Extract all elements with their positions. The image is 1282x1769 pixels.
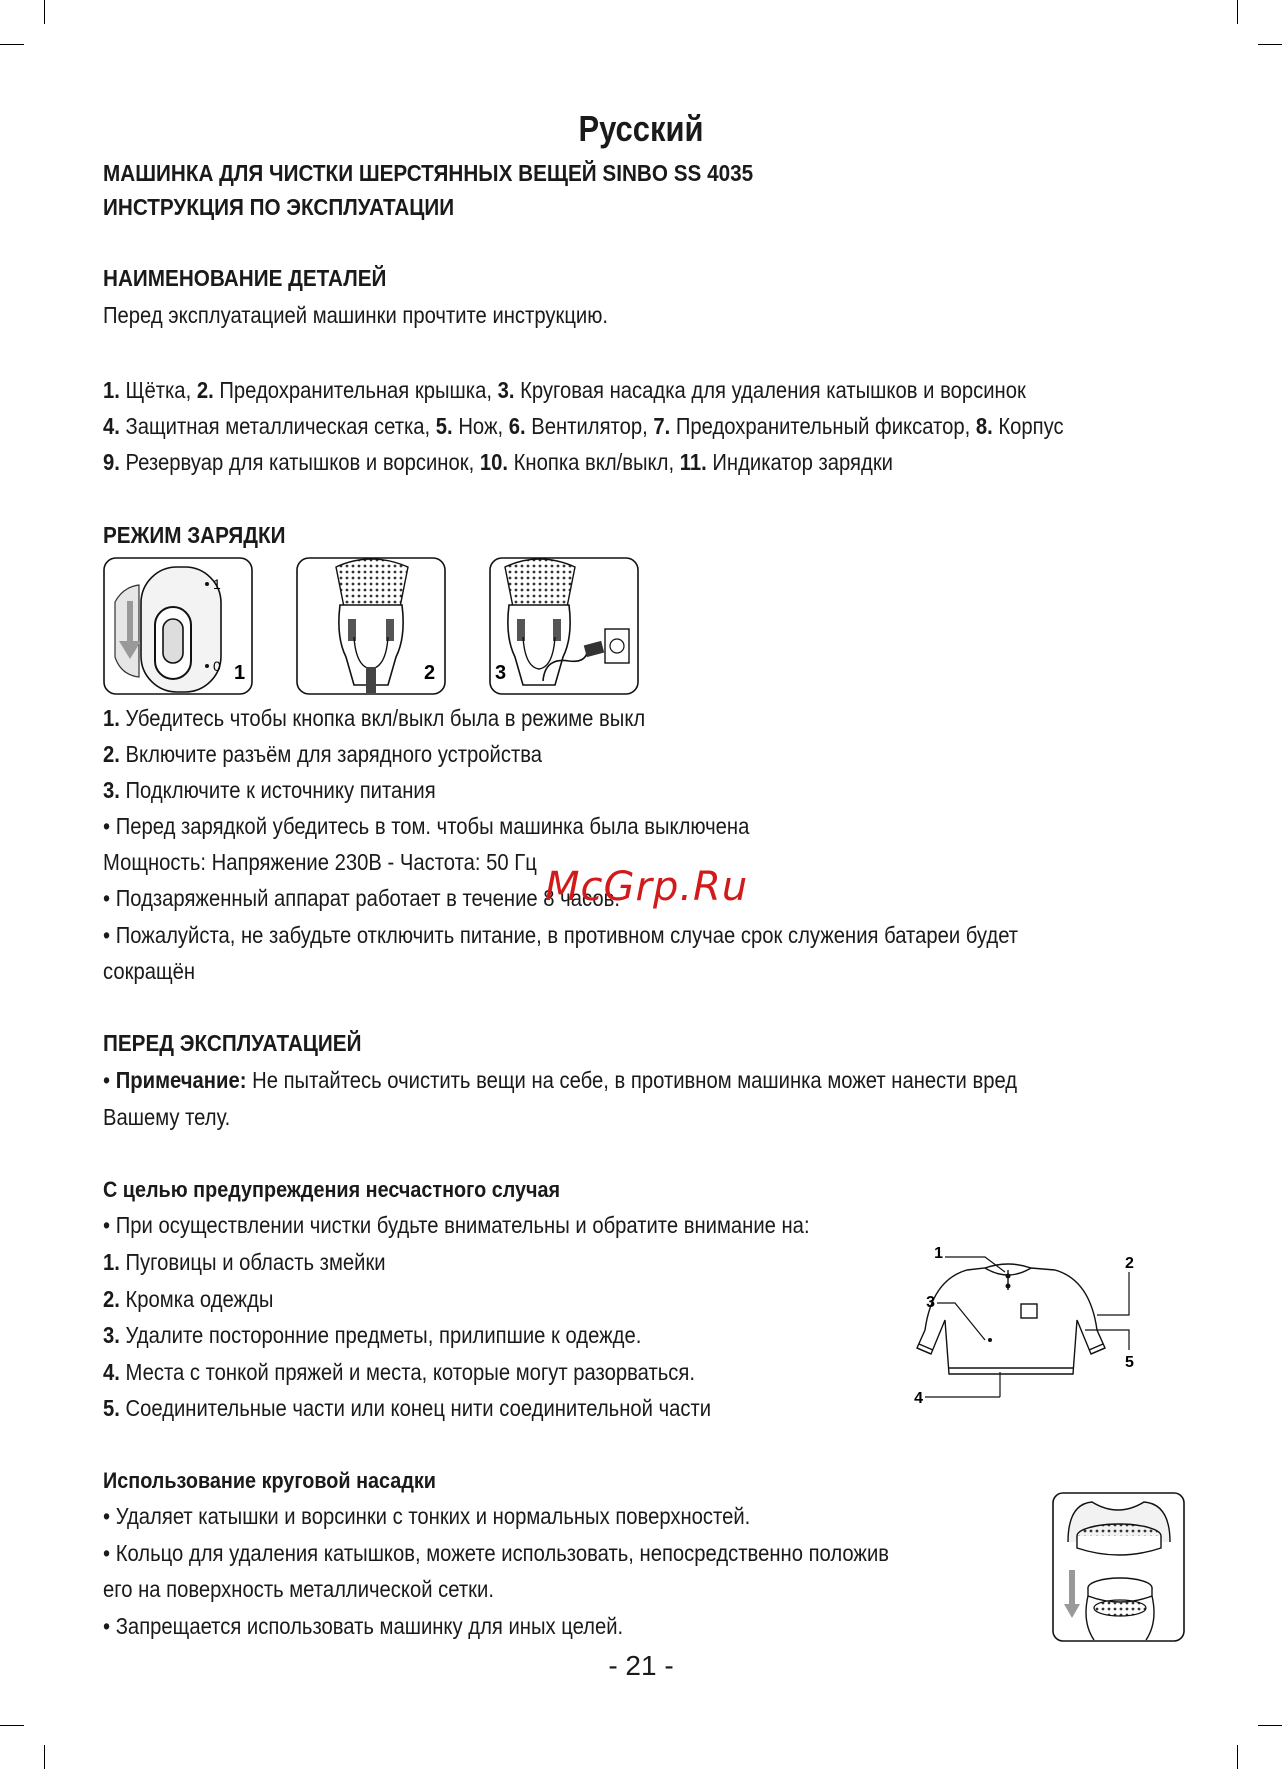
step-text: Подключите к источнику питания xyxy=(119,777,436,803)
part-number: 3. xyxy=(497,377,515,403)
parts-heading: НАИМЕНОВАНИЕ ДЕТАЛЕЙ xyxy=(103,265,387,291)
part-label: Корпус xyxy=(992,413,1064,439)
part-number: 2. xyxy=(196,377,214,403)
part-number: 7. xyxy=(653,413,671,439)
part-number: 10. xyxy=(479,449,509,475)
part-label: Предохранительный фиксатор, xyxy=(670,413,976,439)
before-use-note xyxy=(103,1067,1017,1094)
crop-mark xyxy=(0,1725,24,1726)
accident-item-1 xyxy=(103,1249,386,1276)
ring-line-3: его на поверхность металлической сетки. xyxy=(103,1576,494,1602)
crop-mark xyxy=(44,1745,45,1769)
part-label: Индикатор зарядки xyxy=(706,449,893,475)
crop-mark xyxy=(1258,1725,1282,1726)
part-number: 6. xyxy=(508,413,526,439)
page-number: - 21 - xyxy=(608,1650,674,1681)
item-number: 2. xyxy=(103,1286,120,1312)
crop-mark xyxy=(0,44,24,45)
accident-item-3 xyxy=(103,1322,641,1349)
plug-in-illustration xyxy=(489,557,639,695)
parts-line-2 xyxy=(103,413,1064,440)
crop-mark xyxy=(1237,0,1238,24)
part-number: 8. xyxy=(975,413,993,439)
item-number: 4. xyxy=(103,1359,120,1385)
charging-note-battery-cont: сокращён xyxy=(103,958,196,984)
step-number: 1. xyxy=(103,705,120,731)
sweater-diagram xyxy=(905,1240,1145,1410)
part-number: 11. xyxy=(679,449,707,475)
charging-note-battery: • Пожалуйста, не забудьте отключить питание, в противном случае срок служения батареи будет xyxy=(103,922,1019,948)
item-text: Места с тонкой пряжей и места, которые могут разорваться. xyxy=(119,1359,695,1385)
step-text: Включите разъём для зарядного устройства xyxy=(119,741,543,767)
figure-number: 2 xyxy=(424,662,436,684)
item-number: 5. xyxy=(103,1395,120,1421)
parts-line-3 xyxy=(103,449,893,476)
accident-item-5 xyxy=(103,1395,711,1422)
step-text: Убедитесь чтобы кнопка вкл/выкл была в режиме выкл xyxy=(119,705,646,731)
part-number: 9. xyxy=(103,449,120,475)
charging-step-3 xyxy=(103,777,436,804)
switch-off-label: 0 xyxy=(213,658,221,674)
crop-mark xyxy=(1237,1745,1238,1769)
power-spec: Мощность: Напряжение 230В - Частота: 50 Гц xyxy=(103,849,537,875)
ring-line-2: • Кольцо для удаления катышков, можете использовать, непосредственно положив xyxy=(103,1540,890,1566)
diagram-label: 2 xyxy=(1125,1255,1134,1272)
part-label: Кнопка вкл/выкл, xyxy=(508,449,680,475)
crop-mark xyxy=(44,0,45,24)
item-text: Пуговицы и область змейки xyxy=(119,1249,386,1275)
crop-mark xyxy=(1258,44,1282,45)
part-label: Вентилятор, xyxy=(525,413,654,439)
ring-line-4: • Запрещается использовать машинку для иных целей. xyxy=(103,1613,624,1639)
before-use-heading: ПЕРЕД ЭКСПЛУАТАЦИЕЙ xyxy=(103,1030,362,1056)
item-text: Удалите посторонние предметы, прилипшие к одежде. xyxy=(119,1322,642,1348)
part-label: Щётка, xyxy=(119,377,197,403)
charging-note-off: • Перед зарядкой убедитесь в том. чтобы машинка была выключена xyxy=(103,813,750,839)
language-title: Русский xyxy=(578,108,704,149)
charger-socket-illustration xyxy=(296,557,446,695)
diagram-label: 4 xyxy=(914,1390,923,1407)
switch-off-illustration xyxy=(103,557,253,695)
diagram-label: 5 xyxy=(1125,1354,1134,1371)
charging-step-1 xyxy=(103,705,645,732)
part-label: Нож, xyxy=(452,413,509,439)
diagram-label: 3 xyxy=(926,1294,935,1311)
accident-heading: С целью предупреждения несчастного случая xyxy=(103,1177,561,1202)
step-number: 3. xyxy=(103,777,120,803)
note-text: Не пытайтесь очистить вещи на себе, в противном машинка может нанести вред xyxy=(246,1067,1018,1093)
part-number: 5. xyxy=(435,413,453,439)
product-title: МАШИНКА ДЛЯ ЧИСТКИ ШЕРСТЯННЫХ ВЕЩЕЙ SINBO SS 4035 xyxy=(103,160,754,186)
bullet: • xyxy=(103,1067,116,1093)
accident-item-4 xyxy=(103,1359,695,1386)
before-use-note-cont: Вашему телу. xyxy=(103,1104,231,1130)
ring-line-1: • Удаляет катышки и ворсинки с тонких и нормальных поверхностей. xyxy=(103,1503,751,1529)
item-text: Соединительные части или конец нити соединительной части xyxy=(119,1395,712,1421)
ring-attachment-illustration xyxy=(1052,1492,1185,1642)
watermark: McGrp.Ru xyxy=(545,864,749,910)
manual-title: ИНСТРУКЦИЯ ПО ЭКСПЛУАТАЦИИ xyxy=(103,194,455,220)
part-number: 4. xyxy=(103,413,120,439)
charging-heading: РЕЖИМ ЗАРЯДКИ xyxy=(103,522,286,548)
part-label: Защитная металлическая сетка, xyxy=(119,413,436,439)
ring-heading: Использование круговой насадки xyxy=(103,1468,436,1493)
accident-item-2 xyxy=(103,1286,273,1313)
step-number: 2. xyxy=(103,741,120,767)
accident-intro: • При осуществлении чистки будьте внимательны и обратите внимание на: xyxy=(103,1212,810,1238)
figure-number: 3 xyxy=(495,662,507,684)
switch-on-label: 1 xyxy=(213,576,221,592)
part-number: 1. xyxy=(103,377,120,403)
item-number: 1. xyxy=(103,1249,120,1275)
part-label: Резервуар для катышков и ворсинок, xyxy=(119,449,480,475)
parts-intro: Перед эксплуатацией машинки прочтите инструкцию. xyxy=(103,302,609,328)
item-text: Кромка одежды xyxy=(119,1286,274,1312)
item-number: 3. xyxy=(103,1322,120,1348)
note-label: Примечание: xyxy=(115,1067,247,1093)
charging-step-2 xyxy=(103,741,542,768)
part-label: Предохранительная крышка, xyxy=(213,377,498,403)
charging-note-hours: • Подзаряженный аппарат работает в течение 8 часов. xyxy=(103,885,620,911)
diagram-label: 1 xyxy=(934,1245,943,1262)
part-label: Круговая насадка для удаления катышков и ворсинок xyxy=(514,377,1026,403)
figure-number: 1 xyxy=(234,662,246,684)
parts-line-1 xyxy=(103,377,1026,404)
